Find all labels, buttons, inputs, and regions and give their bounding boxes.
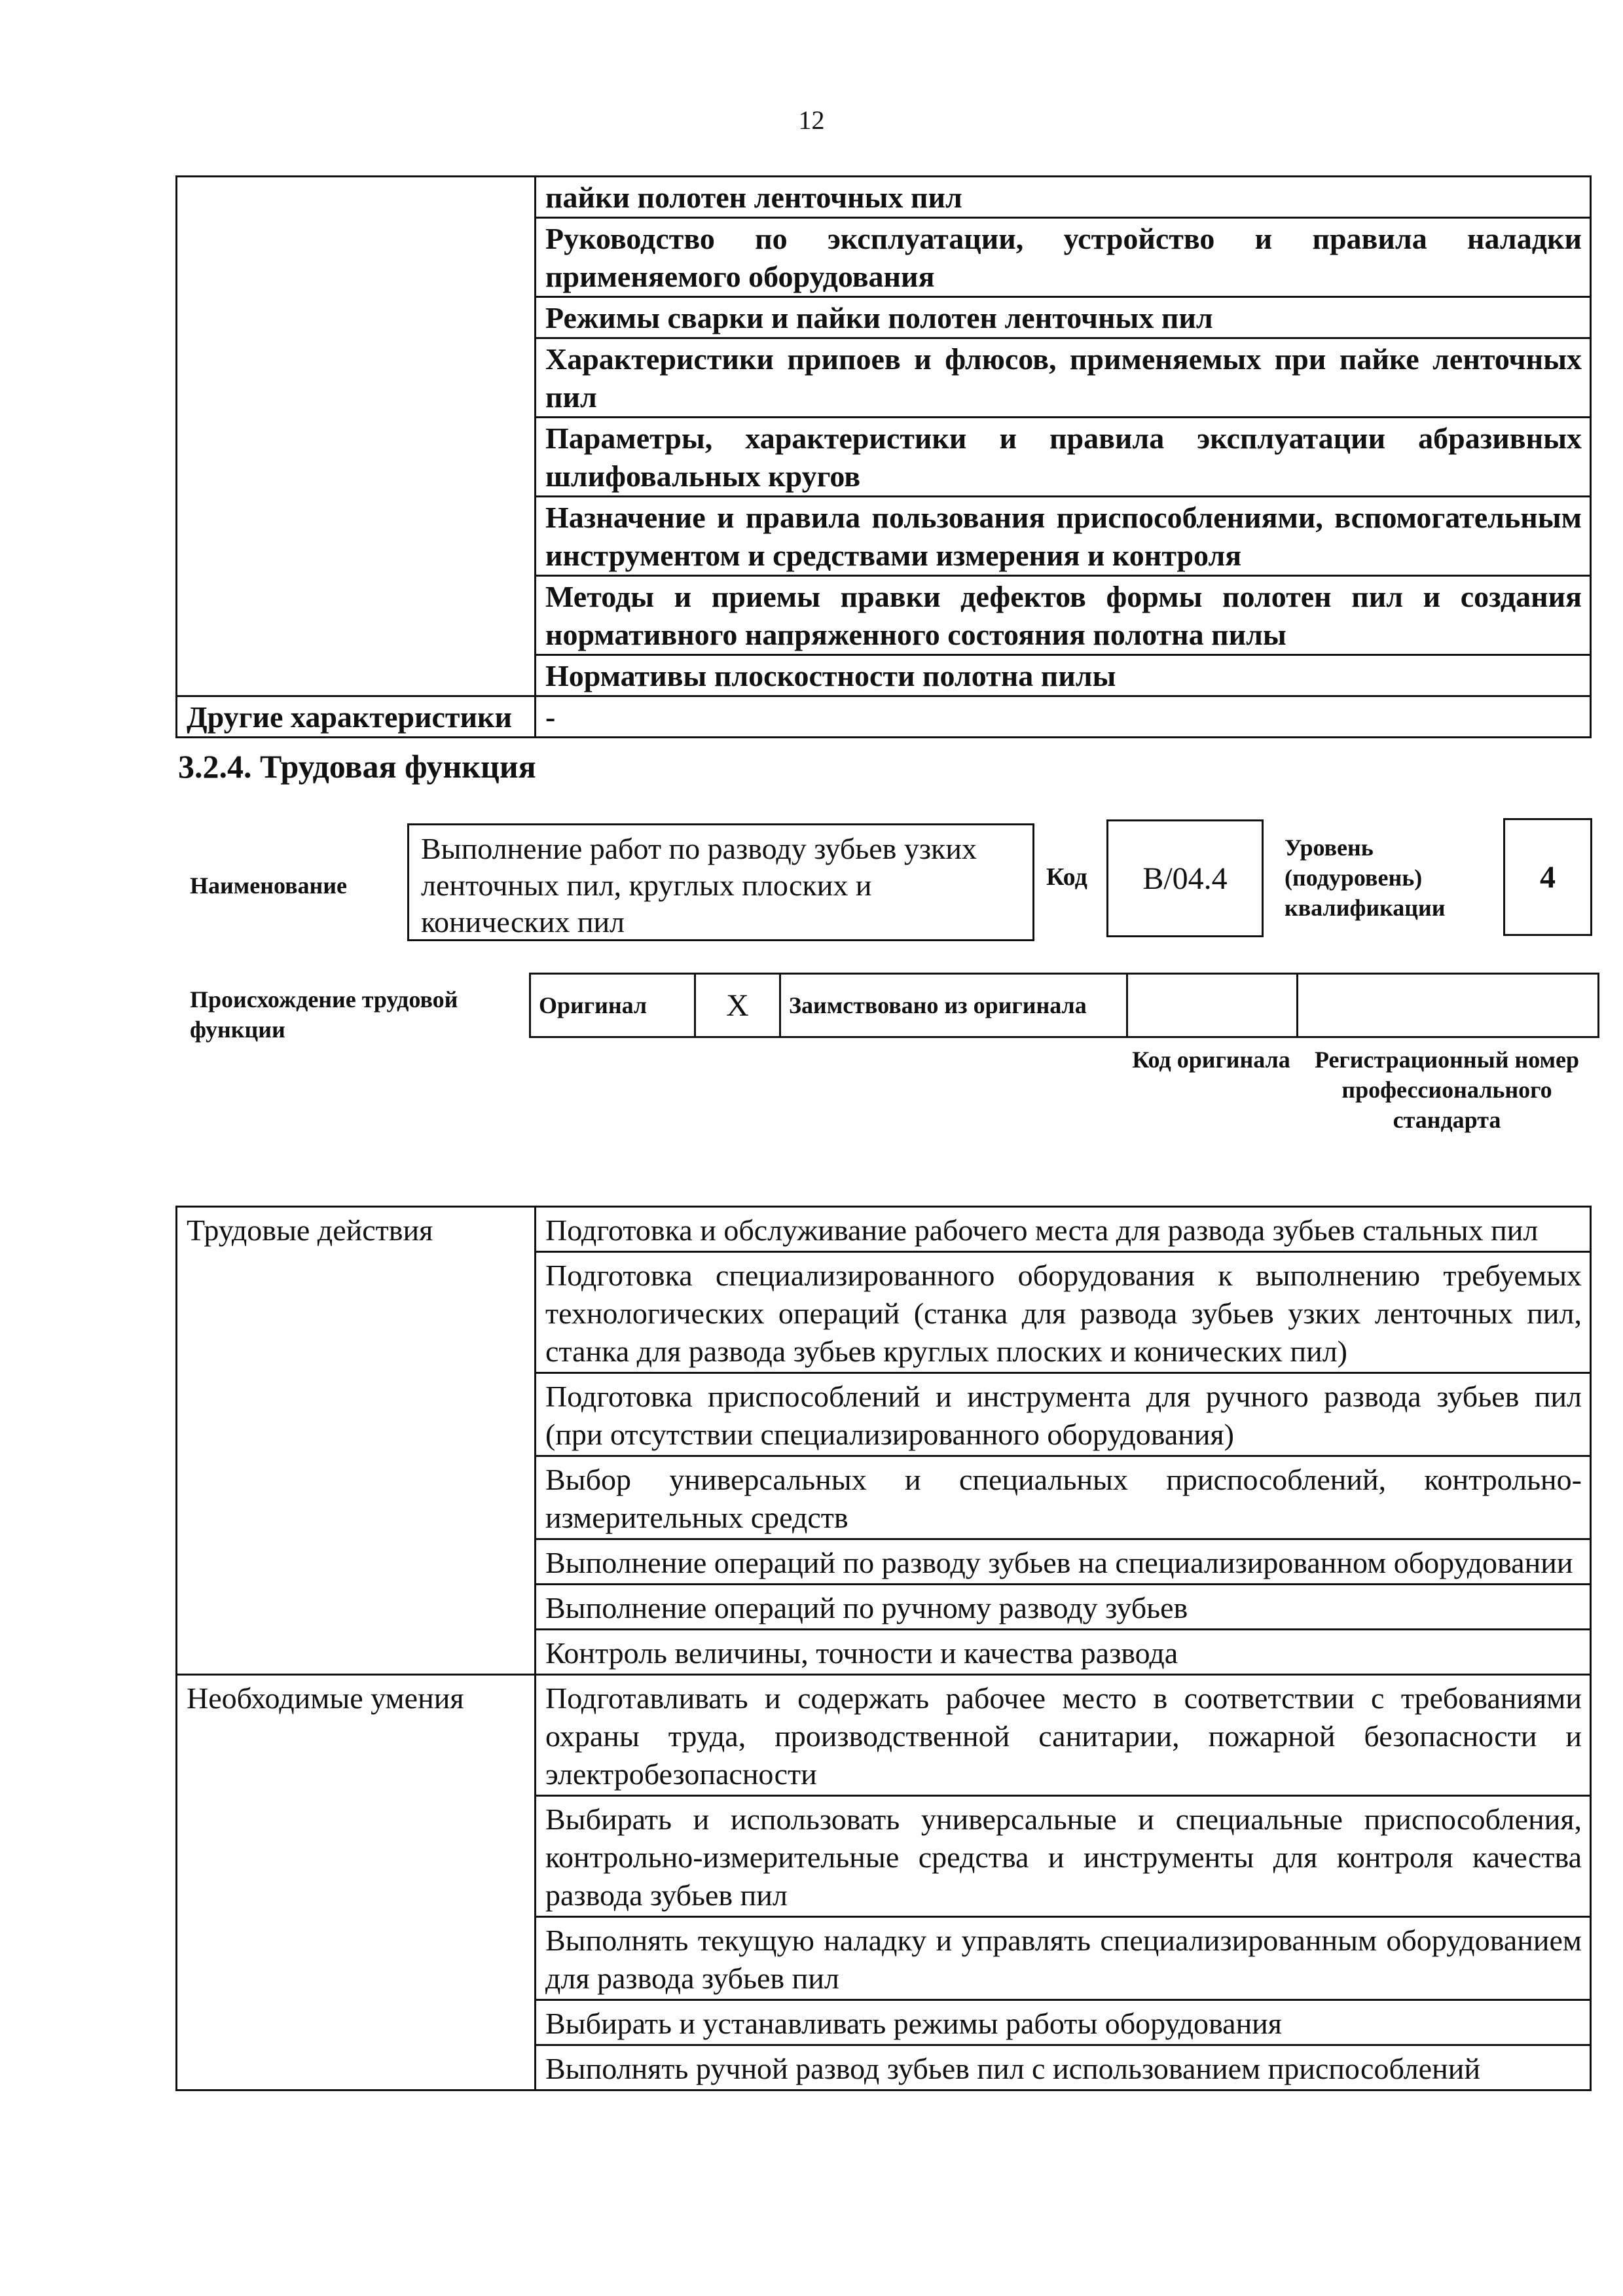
list-item: Руководство по эксплуатации, устройство и правила наладки применяемого оборудования [536,218,1591,297]
code-label: Код [1046,863,1087,891]
original-label: Оригинал [530,974,695,1037]
list-item: Выбор универсальных и специальных приспособлений, контрольно-измерительных средств [536,1456,1591,1539]
knowledge-table [175,175,1592,738]
list-item: Выбирать и использовать универсальные и специальные приспособления, контрольно-измерительные средства и инструменты для контроля качества развода зубьев пил [536,1796,1591,1917]
list-item: Назначение и правила пользования приспособлениями, вспомогательным инструментом и средствами измерения и контроля [536,497,1591,576]
list-item: Подготавливать и содержать рабочее место в соответствии с требованиями охраны труда, производственной санитарии, пожарной безопасности и электробезопасности [536,1675,1591,1796]
list-item: Контроль величины, точности и качества развода [536,1630,1591,1675]
list-item: пайки полотен ленточных пил [536,177,1591,218]
list-item: Выполнять текущую наладку и управлять специализированным оборудованием для развода зубьев пил [536,1917,1591,2000]
table-row [177,1675,1591,1796]
list-item: Выполнять ручной развод зубьев пил с использованием приспособлений [536,2045,1591,2090]
table-cell-empty [177,177,536,696]
list-item: Подготовка специализированного оборудования к выполнению требуемых технологических операций (станка для развода зубьев узких ленточных пил, станка для развода зубьев круглых плоских и конических пил) [536,1252,1591,1373]
table-row [177,1207,1591,1252]
list-item: Характеристики припоев и флюсов, применяемых при пайке ленточных пил [536,338,1591,418]
list-item: Подготовка и обслуживание рабочего места для развода зубьев стальных пил [536,1207,1591,1252]
list-item: Подготовка приспособлений и инструмента для ручного развода зубьев пил (при отсутствии специализированного оборудования) [536,1373,1591,1456]
origin-label: Происхождение трудовой функции [190,986,458,1043]
other-characteristics-label: Другие характеристики [177,696,536,738]
level-label: Уровень (подуровень) квалификации [1285,834,1446,921]
name-label: Наименование [190,872,347,899]
reg-number-cell [1298,974,1599,1037]
page-number: 12 [798,105,825,135]
section-title: 3.2.4. Трудовая функция [178,748,536,785]
labor-actions-label: Трудовые действия [177,1207,536,1675]
list-item: Нормативы плоскостности полотна пилы [536,655,1591,696]
origin-table [529,973,1599,1038]
list-item: Режимы сварки и пайки полотен ленточных пил [536,297,1591,338]
list-item: Выбирать и устанавливать режимы работы оборудования [536,2000,1591,2045]
level-box: 4 [1503,818,1592,936]
origin-code-label: Код оригинала [1132,1047,1290,1073]
borrowed-label: Заимствовано из оригинала [780,974,1127,1037]
origin-code-cell [1127,974,1298,1037]
list-item: Методы и приемы правки дефектов формы полотен пил и создания нормативного напряженного состояния полотна пилы [536,576,1591,655]
original-mark: X [695,974,780,1037]
list-item: Параметры, характеристики и правила эксплуатации абразивных шлифовальных кругов [536,418,1591,497]
labor-table [175,1206,1592,2091]
table-row [177,696,1591,738]
function-name-box: Выполнение работ по разводу зубьев узких ленточных пил, круглых плоских и конических пил [407,823,1034,941]
list-item: Выполнение операций по ручному разводу зубьев [536,1585,1591,1630]
reg-number-label: Регистрационный номер профессионального стандарта [1314,1047,1580,1133]
table-row [530,974,1599,1037]
list-item: Выполнение операций по разводу зубьев на специализированном оборудовании [536,1539,1591,1585]
skills-label: Необходимые умения [177,1675,536,2090]
code-box: B/04.4 [1106,819,1264,937]
table-row [177,177,1591,218]
other-characteristics-value: - [536,696,1591,738]
